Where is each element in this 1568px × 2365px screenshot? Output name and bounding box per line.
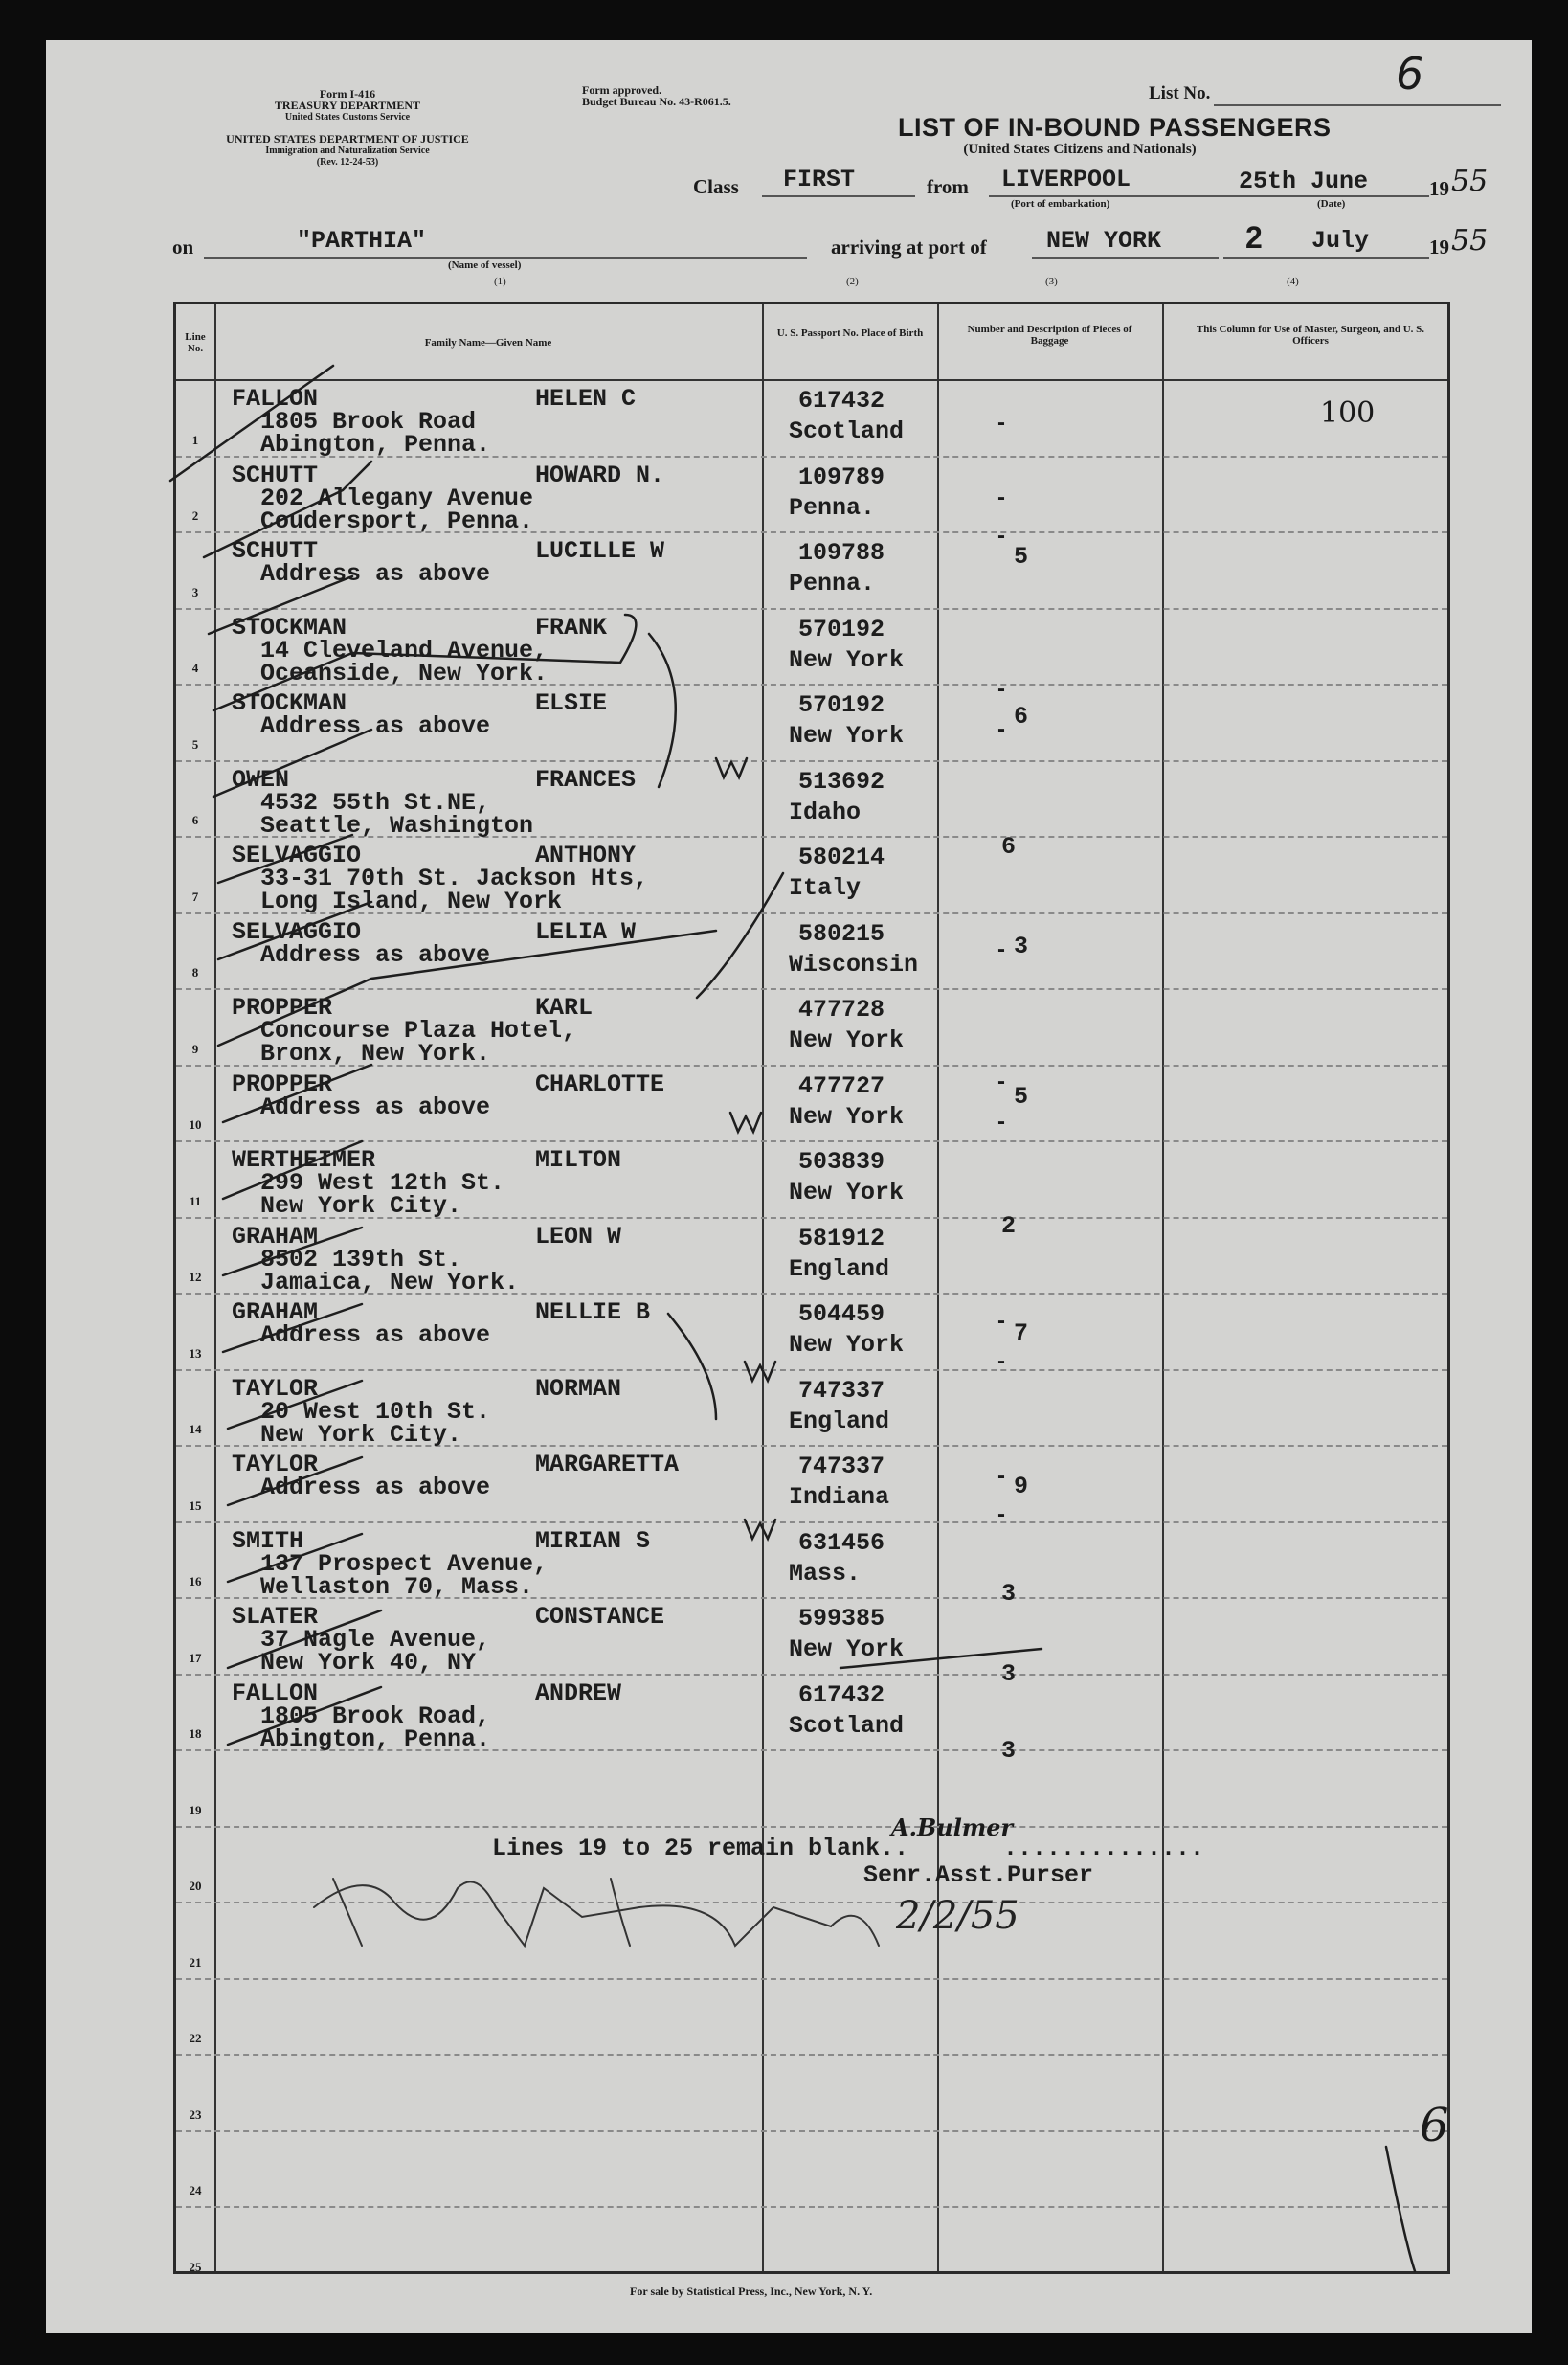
form-approved: Form approved. [582,83,662,97]
given-name: LUCILLE W [535,537,665,565]
place-of-birth: Italy [789,874,862,902]
place-of-birth: New York [789,1179,905,1206]
address-line-1: 1805 Brook Road, [260,1701,491,1730]
address-line-1: Concourse Plaza Hotel, [260,1017,577,1045]
address-line-1: 14 Cleveland Avenue, [260,636,549,664]
address-line-2: Wellaston 70, Mass. [260,1572,534,1601]
given-name: HELEN C [535,385,637,413]
date-caption: (Date) [1317,198,1346,210]
passport-number: 570192 [798,615,885,643]
address-line-2: Long Island, New York [260,888,563,915]
line-number: 8 [191,965,199,980]
from-value: LIVERPOOL [1001,166,1131,193]
place-of-birth: Penna. [789,493,876,522]
family-name: PROPPER [232,994,333,1022]
line-number: 3 [191,584,199,599]
address-line-1: 299 West 12th St. [260,1169,505,1197]
year-prefix: 19 [1429,177,1449,200]
place-of-birth: New York [789,1102,905,1131]
address-line-2: Abington, Penna. [260,1724,491,1753]
passport-number: 109789 [798,462,885,491]
address-line-1: 8502 139th St. [260,1245,462,1273]
family-name: GRAHAM [232,1222,319,1250]
handwritten-checkmarks [46,40,1532,2333]
baggage-count: 9 [1014,1473,1029,1500]
address-line-1: Address as above [260,712,491,740]
form-title: LIST OF IN-BOUND PASSENGERS [898,113,1332,142]
passport-number: 477727 [798,1071,885,1100]
passenger-table: Line No. Family Name—Given Name U. S. Passport No. Place of Birth Number and Description of Pieces of Baggage This Column for Use of Master, Surgeon, and U. S. Officers 1 2 3 4 5 6 7 8 9 10 11 12 13 14 15 16 17 18 19 20 21 22 23 24 25 FALLON HELEN C 1805 Brook Road Abington, Penna. 617432 Scotland SCHUTT HOWARD N. 202 Allegany Avenue Coudersport, Penna. 109789 Penna. SCHUTT LUCILLE W Address as above 109788 Penna. STOCKMAN FRANK 14 Cleveland Avenue, Oceanside, New York. 570192 New York STOCKMAN ELSIE Address as above 570192 New York OWEN FRANCES 4532 55th St.NE, Seattle, Washington 513692 Idaho SELVAGGIO ANTHONY 33-31 70th St. Jackson Hts, Long Island, New York 580214 Italy SELVAGGIO LELIA W Address as above 580215 Wisconsin PROPPER KARL Concourse Plaza Hotel, Bronx, New York. 477728 New York PROPPER CHARLOTTE Address as above 477727 New York WERTHEIMER MILTON 299 West 12th St. New York City. 503839 New York GRAHAM LEON W 8502 139th St. Jamaica, New York. 581912 England GRAHAM NELLIE B Address as above 504459 New York TAYLOR NORMAN 20 West 10th St. New York City. 747337 England TAYLOR MARGARETTA Address as above 747337 Indiana SMITH MIRIAN S 137 Prospect Avenue, Wellaston 70, Mass. 631456 Mass. SLATER CONSTANCE 37 Nagle Avenue, New York 40, NY 599385 New York FALLON ANDREW 1805 Brook Road, Abington, Penna. 617432 Scotland 5 6 6 3 5 2 7 9 3 3 3 - - - - - - - - - - - - 100 Lines 19 to 25 remain blank.. A.Bulmer .............. Senr.Asst.Purser 2/2/55 [173,302,1450,2274]
given-name: NORMAN [535,1374,622,1403]
dots: .............. [1003,1835,1205,1862]
line-number: 25 [189,2259,202,2274]
passport-number: 617432 [798,1680,885,1709]
caption-2: (2) [846,276,859,287]
line-number: 4 [191,661,199,675]
arrival-day: 2 [1245,220,1263,255]
baggage-count: 6 [1014,703,1029,731]
given-name: LELIA W [535,917,637,946]
line-number: 11 [189,1193,202,1208]
given-name: ANDREW [535,1678,622,1707]
given-name: LEON W [535,1222,622,1250]
line-number: 23 [189,2106,202,2122]
line-number: 6 [191,813,199,827]
line-number: 16 [189,1574,202,1588]
blank-lines-note: Lines 19 to 25 remain blank.. [492,1835,909,1862]
line-number: 19 [189,1802,202,1817]
given-name: MIRIAN S [535,1526,651,1555]
port-caption: (Port of embarkation) [1011,198,1110,210]
officer-date: 2/2/55 [896,1894,1019,1938]
line-number: 5 [191,736,199,752]
baggage-count: 5 [1014,543,1029,571]
passenger-list-form [46,40,1532,2333]
address-line-2: New York 40, NY [260,1649,477,1677]
passport-number: 599385 [798,1605,885,1633]
given-name: MARGARETTA [535,1451,680,1478]
address-line-1: Address as above [260,1474,491,1501]
line-number: 18 [189,1726,202,1741]
line-number: 14 [189,1422,202,1436]
col-line-no: Line No. [185,331,206,354]
given-name: MILTON [535,1146,622,1174]
place-of-birth: New York [789,1635,905,1663]
address-line-1: 1805 Brook Road [260,408,477,436]
place-of-birth: Scotland [789,1711,905,1740]
line-number: 2 [191,508,199,523]
line-number: 21 [189,1954,202,1970]
revision: (Rev. 12-24-53) [316,157,379,168]
col-name: Family Name—Given Name [424,337,552,349]
passport-number: 570192 [798,691,885,719]
on-label: on [172,236,194,259]
customs-service: United States Customs Service [284,112,411,123]
baggage-count: 3 [1001,1580,1017,1608]
vessel-caption: (Name of vessel) [448,259,522,271]
arrival-port: NEW YORK [1046,227,1162,255]
line-number: 15 [189,1498,202,1513]
line-number: 9 [191,1041,199,1056]
from-label: from [927,175,969,198]
budget-bureau: Budget Bureau No. 43-R061.5. [582,95,731,108]
given-name: KARL [535,994,594,1022]
address-line-1: 37 Nagle Avenue, [260,1626,491,1654]
place-of-birth: Indiana [789,1483,890,1511]
place-of-birth: New York [789,722,905,750]
address-line-1: Address as above [260,1321,491,1349]
arrival-year: 55 [1451,224,1489,258]
class-value: FIRST [783,166,856,193]
list-no-label: List No. [1149,83,1211,103]
given-name: NELLIE B [535,1298,651,1326]
address-line-1: 202 Allegany Avenue [260,484,534,512]
caption-3: (3) [1045,276,1058,287]
treasury-dept: TREASURY DEPARTMENT [274,99,421,112]
publisher-footer: For sale by Statistical Press, Inc., New York, N. Y. [630,2285,873,2298]
given-name: CONSTANCE [535,1603,665,1631]
family-name: FALLON [232,385,319,413]
place-of-birth: New York [789,1026,905,1054]
place-of-birth: Scotland [789,417,905,445]
family-name: SCHUTT [232,461,319,489]
class-label: Class [693,175,739,198]
line-number: 17 [189,1650,202,1665]
line-number: 7 [191,889,199,904]
given-name: HOWARD N. [535,461,665,489]
passport-number: 504459 [798,1300,885,1328]
col-passport: U. S. Passport No. Place of Birth [776,327,924,339]
address-line-2: Abington, Penna. [260,431,491,459]
vessel-name: "PARTHIA" [297,227,427,255]
family-name: STOCKMAN [232,689,347,717]
family-name: TAYLOR [232,1374,319,1403]
given-name: FRANK [535,613,608,642]
passport-number: 747337 [798,1453,885,1480]
line-number: 13 [189,1345,202,1361]
given-name: ELSIE [535,689,608,717]
passport-number: 513692 [798,767,885,796]
address-line-1: 4532 55th St.NE, [260,788,491,817]
line-number: 20 [189,1879,202,1893]
passport-number: 617432 [798,387,885,415]
given-name: ANTHONY [535,842,637,869]
place-of-birth: England [789,1254,890,1283]
family-name: SCHUTT [232,537,319,565]
given-name: CHARLOTTE [535,1070,665,1098]
family-name: SELVAGGIO [232,917,362,946]
address-line-2: Oceanside, New York. [260,659,549,687]
place-of-birth: Mass. [789,1559,862,1588]
place-of-birth: Idaho [789,798,862,826]
place-of-birth: New York [789,1331,905,1359]
passport-number: 503839 [798,1148,885,1176]
address-line-1: 33-31 70th St. Jackson Hts, [260,865,649,892]
line-number: 1 [191,432,199,447]
list-no-value: 6 [1396,48,1424,100]
family-name: PROPPER [232,1070,333,1098]
passport-number: 580214 [798,844,885,871]
margin-number: 6 [1420,2099,1449,2152]
purser-title: Senr.Asst.Purser [863,1861,1094,1889]
family-name: FALLON [232,1678,319,1707]
family-name: WERTHEIMER [232,1146,376,1174]
caption-1: (1) [494,276,506,287]
baggage-count: 3 [1014,933,1029,960]
address-line-2: Jamaica, New York. [260,1268,520,1296]
arrival-year-prefix: 19 [1429,236,1449,259]
justice-dept: UNITED STATES DEPARTMENT OF JUSTICE [226,132,469,146]
address-line-2: New York City. [260,1192,462,1220]
sail-date: 25th June [1239,168,1369,195]
arriving-label: arriving at port of [831,236,987,259]
family-name: STOCKMAN [232,613,347,642]
passport-number: 581912 [798,1224,885,1252]
address-line-2: New York City. [260,1420,462,1449]
line-number: 10 [189,1117,202,1132]
family-name: OWEN [232,765,290,794]
place-of-birth: Wisconsin [789,950,919,979]
baggage-count: 3 [1001,1660,1017,1688]
ins-service: Immigration and Naturalization Service [265,146,430,156]
line-number: 24 [189,2183,202,2197]
passport-number: 477728 [798,996,885,1024]
passport-number: 747337 [798,1376,885,1405]
year-value: 55 [1451,165,1489,198]
baggage-count: 6 [1001,833,1017,861]
baggage-count: 5 [1014,1083,1029,1111]
caption-4: (4) [1287,276,1299,287]
address-line-1: Address as above [260,940,491,969]
form-subtitle: (United States Citizens and Nationals) [963,142,1197,157]
line-number: 12 [189,1270,202,1284]
form-number: Form I-416 [319,87,376,101]
arrival-month: July [1311,227,1370,255]
family-name: SELVAGGIO [232,842,362,869]
place-of-birth: New York [789,645,905,674]
purser-signature: A.Bulmer [891,1813,1014,1841]
place-of-birth: England [789,1407,890,1435]
col-officers: This Column for Use of Master, Surgeon, and U. S. Officers [1196,324,1425,347]
address-line-1: 20 West 10th St. [260,1397,491,1426]
col-baggage: Number and Description of Pieces of Baggage [967,324,1132,347]
address-line-2: Seattle, Washington [260,811,534,840]
officer-note: 100 [1320,396,1376,430]
passport-number: 631456 [798,1528,885,1557]
place-of-birth: Penna. [789,570,876,597]
address-line-2: Coudersport, Penna. [260,507,534,535]
address-line-2: Bronx, New York. [260,1040,491,1068]
family-name: GRAHAM [232,1298,319,1326]
passport-number: 109788 [798,539,885,567]
family-name: TAYLOR [232,1451,319,1478]
given-name: FRANCES [535,765,637,794]
line-number: 22 [189,2031,202,2045]
address-line-1: Address as above [260,560,491,588]
address-line-1: Address as above [260,1092,491,1121]
address-line-1: 137 Prospect Avenue, [260,1549,549,1578]
baggage-count: 7 [1014,1319,1029,1347]
baggage-count: 3 [1001,1737,1017,1765]
baggage-count: 2 [1001,1212,1017,1240]
passport-number: 580215 [798,919,885,948]
family-name: SLATER [232,1603,319,1631]
family-name: SMITH [232,1526,304,1555]
